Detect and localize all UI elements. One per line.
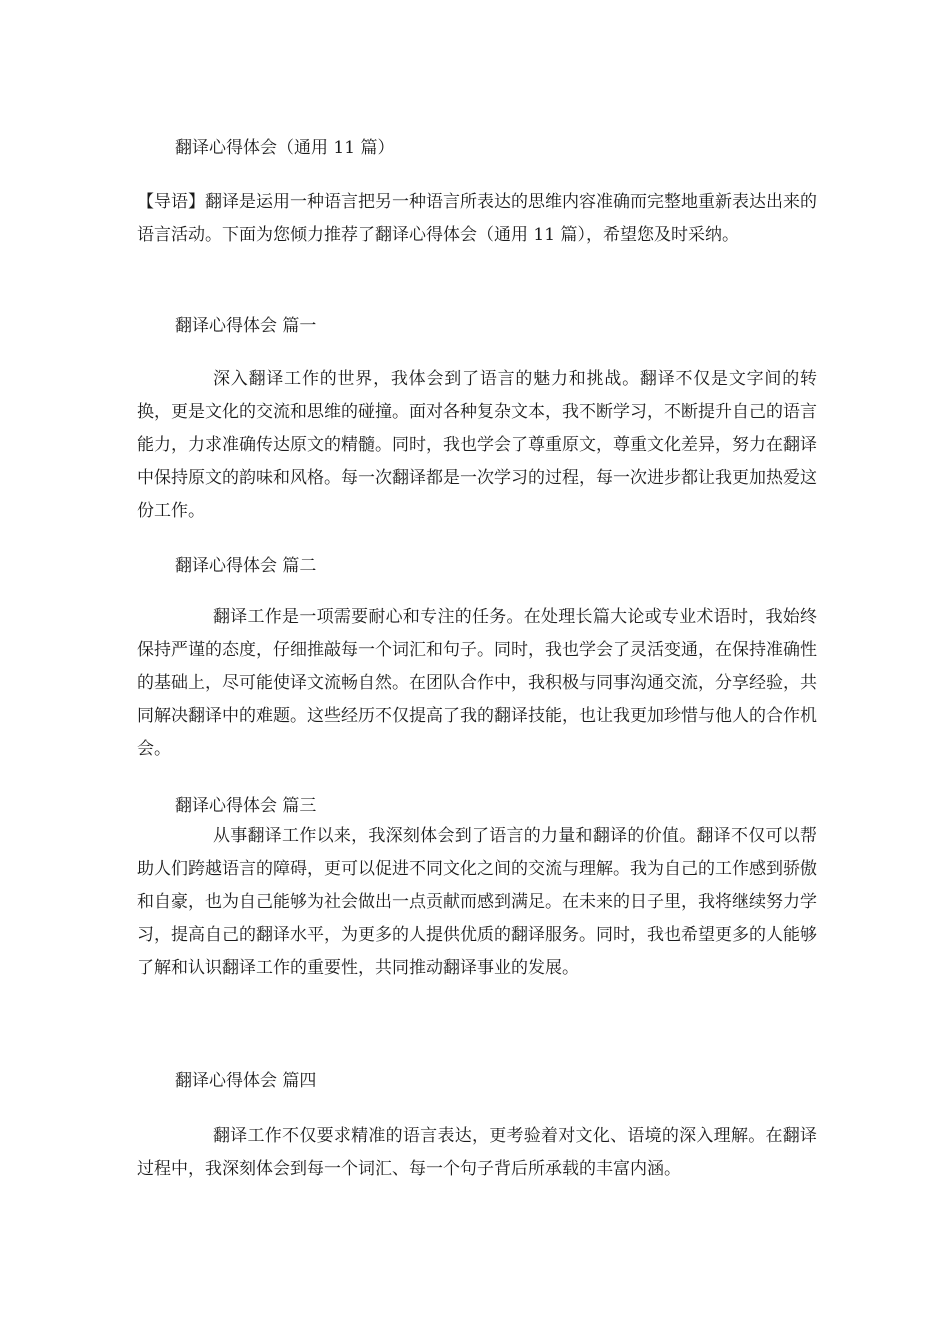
section-heading-1: 翻译心得体会 篇一	[175, 316, 317, 336]
section-body-4: 翻译工作不仅要求精准的语言表达，更考验着对文化、语境的深入理解。在翻译过程中，我深刻体会到每一个词汇、每一个句子背后所承载的丰富内涵。	[137, 1126, 817, 1179]
intro-paragraph: 【导语】翻译是运用一种语言把另一种语言所表达的思维内容准确而完整地重新表达出来的语言活动。下面为您倾力推荐了翻译心得体会（通用 11 篇），希望您及时采纳。	[137, 192, 817, 245]
section-heading-4: 翻译心得体会 篇四	[175, 1071, 317, 1091]
section-heading-2: 翻译心得体会 篇二	[175, 556, 317, 576]
section-body-1: 深入翻译工作的世界，我体会到了语言的魅力和挑战。翻译不仅是文字间的转换，更是文化的交流和思维的碰撞。面对各种复杂文本，我不断学习，不断提升自己的语言能力，力求准确传达原文的精髓。同时，我也学会了尊重原文，尊重文化差异，努力在翻译中保持原文的韵味和风格。每一次翻译都是一次学习的过程，每一次进步都让我更加热爱这份工作。	[137, 369, 817, 521]
document-title: 翻译心得体会（通用 11 篇）	[175, 138, 395, 158]
section-heading-3: 翻译心得体会 篇三	[175, 796, 317, 816]
section-body-3: 从事翻译工作以来，我深刻体会到了语言的力量和翻译的价值。翻译不仅可以帮助人们跨越语言的障碍，更可以促进不同文化之间的交流与理解。我为自己的工作感到骄傲和自豪，也为自己能够为社会做出一点贡献而感到满足。在未来的日子里，我将继续努力学习，提高自己的翻译水平，为更多的人提供优质的翻译服务。同时，我也希望更多的人能够了解和认识翻译工作的重要性，共同推动翻译事业的发展。	[137, 826, 817, 978]
section-body-2: 翻译工作是一项需要耐心和专注的任务。在处理长篇大论或专业术语时，我始终保持严谨的态度，仔细推敲每一个词汇和句子。同时，我也学会了灵活变通，在保持准确性的基础上，尽可能使译文流畅自然。在团队合作中，我积极与同事沟通交流，分享经验，共同解决翻译中的难题。这些经历不仅提高了我的翻译技能，也让我更加珍惜与他人的合作机会。	[137, 607, 817, 759]
